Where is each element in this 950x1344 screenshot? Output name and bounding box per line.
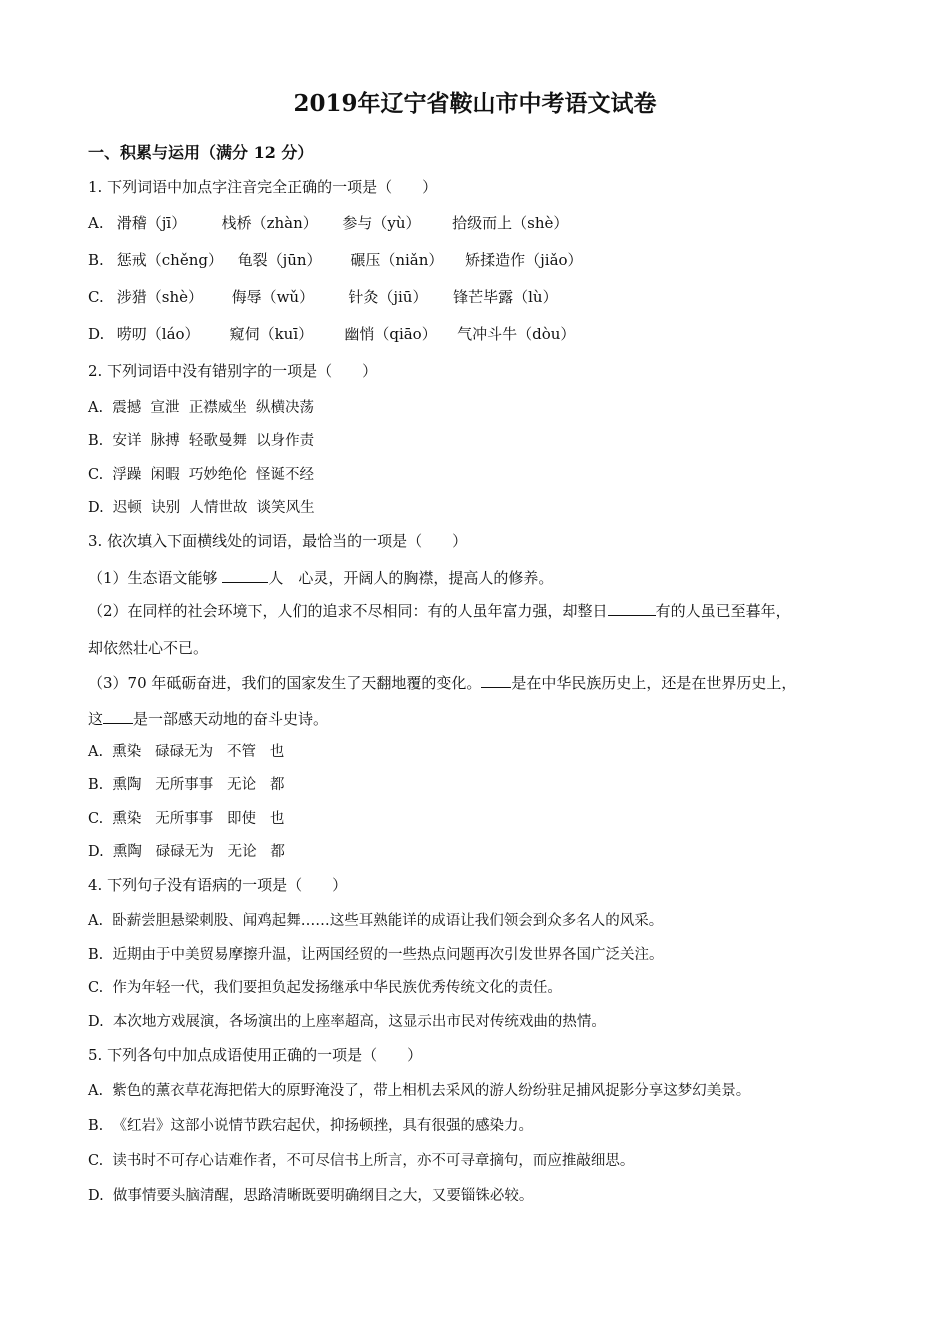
option-word: 参与（yù） xyxy=(342,214,421,232)
q4-option-c: C. 作为年轻一代，我们要担负起发扬继承中华民族优秀传统文化的责任。 xyxy=(88,980,562,996)
section-heading: 一、积累与运用（满分 12 分） xyxy=(88,143,314,162)
option-letter: A. xyxy=(88,214,104,232)
option-word: 矫揉造作（jiǎo） xyxy=(465,251,583,269)
q3-option-d: D. 熏陶 碌碌无为 无论 都 xyxy=(88,844,285,860)
option-word: 锋芒毕露（lù） xyxy=(453,288,558,306)
q3-sentence-3 xyxy=(88,671,796,694)
q1-option-b xyxy=(88,249,583,271)
q3-sentence-3-cont xyxy=(88,707,328,730)
q3-sentence-2-cont: 却依然壮心不已。 xyxy=(88,639,209,657)
option-word: 拾级而上（shè） xyxy=(452,214,569,232)
sentence-text: （3）70 年砥砺奋进，我们的国家发生了天翻地覆的变化。 xyxy=(88,674,482,692)
option-letter: B. xyxy=(88,251,104,269)
option-word: 栈桥（zhàn） xyxy=(221,214,318,232)
question-4-stem: 4. 下列句子没有语病的一项是（ ） xyxy=(88,876,348,894)
option-word: 幽悄（qiāo） xyxy=(344,325,437,343)
q2-option-a: A. 震撼 宣泄 正襟威坐 纵横决荡 xyxy=(88,400,314,416)
option-word: 滑稽（jī） xyxy=(116,214,187,232)
question-5-stem: 5. 下列各句中加点成语使用正确的一项是（ ） xyxy=(88,1046,423,1064)
q5-option-b: B. 《红岩》这部小说情节跌宕起伏，抑扬顿挫，具有很强的感染力。 xyxy=(88,1118,533,1134)
q1-option-d xyxy=(88,323,575,345)
option-letter: D. xyxy=(88,325,105,343)
sentence-text: 这 xyxy=(88,710,104,728)
q3-option-b: B. 熏陶 无所事事 无论 都 xyxy=(88,777,285,793)
q5-option-d: D. 做事情要头脑清醒，思路清晰既要明确纲目之大，又要锱铢必较。 xyxy=(88,1188,534,1204)
q4-option-b: B. 近期由于中美贸易摩擦升温，让两国经贸的一些热点问题再次引发世界各国广泛关注。 xyxy=(88,947,664,963)
q3-option-c: C. 熏染 无所事事 即使 也 xyxy=(88,811,285,827)
option-word: 侮辱（wǔ） xyxy=(231,288,315,306)
option-word: 气冲斗牛（dòu） xyxy=(457,325,576,343)
sentence-text: 是在中华民族历史上，还是在世界历史上， xyxy=(511,674,797,692)
page-title: 2019年辽宁省鞍山市中考语文试卷 xyxy=(293,90,657,117)
fill-blank xyxy=(481,671,511,688)
q1-option-c xyxy=(88,286,558,308)
option-word: 龟裂（jūn） xyxy=(237,251,322,269)
question-2-stem: 2. 下列词语中没有错别字的一项是（ ） xyxy=(88,362,378,380)
option-letter: C. xyxy=(88,288,104,306)
option-word: 碾压（niǎn） xyxy=(350,251,444,269)
fill-blank xyxy=(222,566,268,583)
q4-option-d: D. 本次地方戏展演，各场演出的上座率超高，这显示出市民对传统戏曲的热情。 xyxy=(88,1014,606,1030)
fill-blank xyxy=(608,599,656,616)
question-1-stem: 1. 下列词语中加点字注音完全正确的一项是（ ） xyxy=(88,178,438,196)
sentence-text: （1）生态语文能够 xyxy=(88,569,223,587)
sentence-text: （2）在同样的社会环境下，人们的追求不尽相同：有的人虽年富力强，却整日 xyxy=(88,602,608,620)
sentence-text: 人 心灵，开阔人的胸襟，提高人的修养。 xyxy=(268,569,554,587)
q5-option-c: C. 读书时不可存心诘难作者，不可尽信书上所言，亦不可寻章摘句，而应推敲细思。 xyxy=(88,1153,635,1169)
q2-option-d: D. 迟顿 诀别 人情世故 谈笑风生 xyxy=(88,500,315,516)
q2-option-c: C. 浮躁 闲暇 巧妙绝伦 怪诞不经 xyxy=(88,467,315,483)
q4-option-a: A. 卧薪尝胆悬梁刺股、闻鸡起舞……这些耳熟能详的成语让我们领会到众多名人的风采。 xyxy=(88,913,664,929)
q3-option-a: A. 熏染 碌碌无为 不管 也 xyxy=(88,744,285,760)
option-word: 唠叨（láo） xyxy=(116,325,200,343)
option-word: 针灸（jiū） xyxy=(348,288,428,306)
fill-blank xyxy=(103,707,133,724)
sentence-text: 是一部感天动地的奋斗史诗。 xyxy=(133,710,329,728)
q3-sentence-2 xyxy=(88,599,791,622)
question-3-stem: 3. 依次填入下面横线处的词语，最恰当的一项是（ ） xyxy=(88,532,468,550)
option-word: 惩戒（chěng） xyxy=(116,251,223,269)
q2-option-b: B. 安详 脉搏 轻歌曼舞 以身作责 xyxy=(88,433,315,449)
q3-sentence-1 xyxy=(88,566,553,589)
option-word: 窥伺（kuī） xyxy=(229,325,314,343)
option-word: 涉猎（shè） xyxy=(116,288,204,306)
q1-option-a xyxy=(88,212,568,234)
sentence-text: 有的人虽已至暮年， xyxy=(655,602,791,620)
q5-option-a: A. 紫色的薰衣草花海把偌大的原野淹没了，带上相机去采风的游人纷纷驻足捕风捉影分享这梦幻美景。 xyxy=(88,1083,751,1099)
